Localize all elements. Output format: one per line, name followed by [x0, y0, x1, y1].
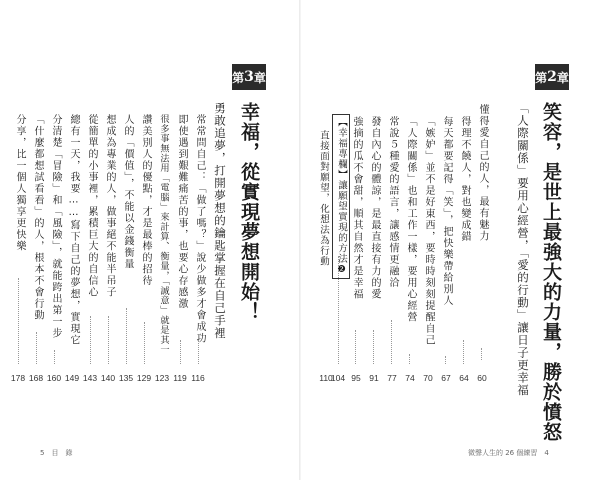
- toc-page-number: 77: [387, 373, 397, 383]
- toc-entry-title: 常常問自己：「做了嗎？」說少做多才會成功: [194, 114, 205, 344]
- left-page-footer: 5 目 錄: [40, 449, 73, 457]
- toc-page-number: 129: [136, 373, 152, 383]
- book-gutter: [299, 0, 301, 480]
- feature-column-subtitle: 直接面對願望，化想法為行動: [318, 130, 329, 267]
- toc-leader: [54, 350, 56, 364]
- toc-leader: [355, 330, 357, 364]
- toc-entry-title: 懂得愛自己的人，最有魅力: [477, 104, 488, 242]
- toc-entry-title: 從簡單的小事裡，累積巨大的自信心: [86, 114, 97, 298]
- toc-page-number: 149: [64, 373, 80, 383]
- feature-column-title: 【幸福專欄】讓願望實現的方法❷: [332, 114, 350, 279]
- toc-leader: [338, 256, 340, 364]
- chapter-number: 3: [244, 69, 254, 85]
- toc-entry-title: 得理不饒人，對也變成錯: [459, 116, 470, 243]
- chapter-2-subhead: 「人際關係」要用心經營，「愛的行動」讓日子更幸福: [516, 102, 530, 397]
- toc-page-number: 178: [10, 373, 26, 383]
- toc-leader: [198, 340, 200, 364]
- toc-entry-title: 即使遇到艱難痛苦的事，也要心存感激: [176, 114, 187, 310]
- toc-page-number: 67: [441, 373, 451, 383]
- toc-page-number: 91: [369, 373, 379, 383]
- chapter-badge-prefix: 第: [535, 70, 548, 85]
- toc-leader: [481, 348, 483, 360]
- toc-page-number: 123: [154, 373, 170, 383]
- toc-entry-title: 強摘的瓜不會甜，順其自然才是幸福: [351, 116, 362, 300]
- toc-entry-title: 分享，比一個人獨享更快樂: [14, 114, 25, 252]
- toc-entry-title: 「人際關係」也和工作一樣，要用心經營: [405, 116, 416, 323]
- chapter-3-subhead: 勇敢追夢，打開夢想的鑰匙掌握在自己手裡: [213, 102, 227, 340]
- toc-leader: [391, 320, 393, 364]
- chapter-number: 2: [547, 69, 557, 85]
- chapter-badge-suffix: 章: [556, 70, 569, 85]
- toc-page-number: 60: [477, 373, 487, 383]
- toc-entry-title: 分清楚「冒險」和「風險」，就能跨出第一步: [50, 114, 61, 339]
- toc-page-number: 70: [423, 373, 433, 383]
- toc-entry-title: 人的「價值」，不能以金錢衡量: [122, 114, 133, 270]
- toc-leader: [90, 316, 92, 364]
- toc-leader: [108, 316, 110, 364]
- toc-page-number: 168: [28, 373, 44, 383]
- chapter-3-badge: [232, 64, 266, 90]
- toc-entry-title: 發自內心的體諒，是最直接有力的愛: [369, 116, 380, 300]
- toc-page-number: 64: [459, 373, 469, 383]
- toc-page-number: 119: [173, 373, 187, 383]
- toc-entry-title: 想成為專業的人，做事絕不能半吊子: [104, 114, 115, 298]
- toc-leader: [409, 354, 411, 364]
- toc-leader: [445, 356, 447, 364]
- toc-page-number: 104: [330, 373, 346, 383]
- toc-entry-title: 很多事無法用「電腦」來計算、衡量，「誠意」就是其一: [158, 114, 169, 355]
- toc-leader: [463, 340, 465, 364]
- toc-entry-title: 「嫉妒」並不是好東西，要時時刻刻提醒自己: [423, 116, 434, 346]
- toc-leader: [36, 332, 38, 364]
- toc-leader: [126, 308, 128, 364]
- toc-entry-title: 常說５種愛的語言，讓感情更融洽: [387, 116, 398, 289]
- toc-entry-title: 總有一天，我要……寫下自己的夢想，實現它: [68, 114, 79, 346]
- chapter-3-headline: 幸福，從實現夢想開始！: [238, 102, 260, 322]
- chapter-2-end-page: 110: [319, 373, 333, 383]
- toc-page-number: 143: [82, 373, 98, 383]
- toc-entry-title: 讚美別人的優點，才是最棒的招待: [140, 114, 151, 287]
- toc-page-number: 74: [405, 373, 415, 383]
- toc-entry-title: 每天都要記得「笑」，把快樂帶給別人: [441, 116, 452, 307]
- chapter-badge-suffix: 章: [253, 70, 266, 85]
- toc-entry-title: 「什麼都想試看看」的人，根本不會行動: [32, 114, 43, 321]
- toc-page-number: 135: [118, 373, 134, 383]
- chapter-2-headline: 笑容，是世上最強大的力量，勝於憤怒: [540, 102, 562, 442]
- toc-page-number: 160: [46, 373, 62, 383]
- toc-page-number: 140: [100, 373, 116, 383]
- toc-leader: [144, 322, 146, 364]
- toc-leader: [180, 340, 182, 364]
- toc-page-number: 95: [351, 373, 361, 383]
- chapter-badge-prefix: 第: [232, 70, 245, 85]
- chapter-2-badge: [535, 64, 569, 90]
- toc-leader: [18, 278, 20, 364]
- right-page-footer: 微聲人生的 26 個練習 4: [468, 449, 549, 457]
- toc-leader: [373, 330, 375, 364]
- toc-page-number: 116: [191, 373, 205, 383]
